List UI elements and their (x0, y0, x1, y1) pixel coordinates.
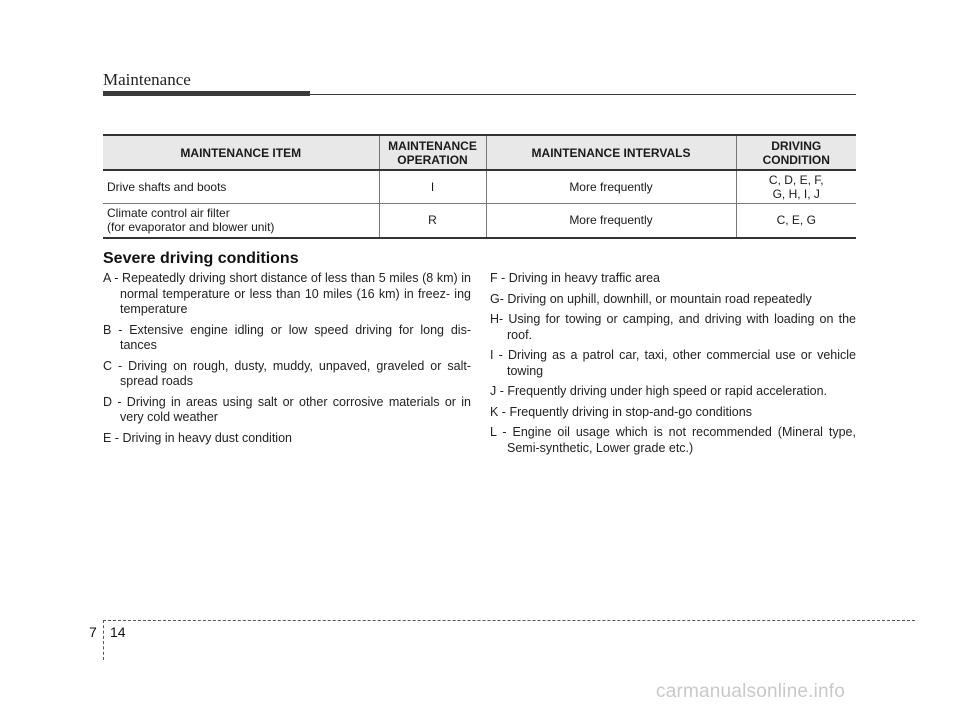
condition-item-l: L - Engine oil usage which is not recommended (Mineral type, Semi-synthetic, Lower grade etc.) (490, 425, 856, 455)
footer-vertical-rule (103, 620, 104, 660)
header-maintenance-operation: MAINTENANCE OPERATION (379, 135, 486, 170)
header-driving-condition: DRIVING CONDITION (736, 135, 856, 170)
cell-operation: R (379, 203, 486, 238)
cell-operation: I (379, 170, 486, 203)
header-maintenance-item: MAINTENANCE ITEM (103, 135, 379, 170)
condition-item-c: C - Driving on rough, dusty, muddy, unpaved, graveled or salt- spread roads (103, 358, 471, 388)
condition-item-a: A - Repeatedly driving short distance of less than 5 miles (8 km) in normal temperature or less than 10 miles (16 km) in freez- ing temperature (103, 271, 471, 316)
header-rule-thick (103, 91, 310, 96)
conditions-right-column (490, 271, 856, 461)
page-header-title: Maintenance (103, 70, 191, 89)
table-row (103, 170, 856, 203)
condition-item-j: J - Frequently driving under high speed or rapid acceleration. (490, 384, 827, 398)
conditions-left-column (103, 271, 471, 451)
condition-item-k: K - Frequently driving in stop-and-go conditions (490, 404, 752, 419)
cell-condition: C, E, G (736, 203, 856, 238)
cell-item: Drive shafts and boots (103, 170, 379, 203)
page-number: 14 (110, 624, 126, 640)
footer-rule (103, 620, 915, 621)
cell-condition: C, D, E, F, G, H, I, J (736, 170, 856, 203)
header-rule-thin (310, 94, 856, 95)
condition-item-e: E - Driving in heavy dust condition (103, 430, 292, 445)
header-maintenance-intervals: MAINTENANCE INTERVALS (486, 135, 736, 170)
cell-interval: More frequently (486, 203, 736, 238)
maintenance-table (103, 134, 856, 239)
condition-item-b: B - Extensive engine idling or low speed driving for long dis- tances (103, 322, 471, 352)
condition-item-f: F - Driving in heavy traffic area (490, 271, 660, 285)
watermark: carmanualsonline.info (656, 681, 846, 702)
cell-interval: More frequently (486, 170, 736, 203)
condition-item-i: I - Driving as a patrol car, taxi, other commercial use or vehicle towing (490, 348, 856, 378)
condition-item-d: D - Driving in areas using salt or other corrosive materials or in very cold weather (103, 394, 471, 424)
cell-item: Climate control air filter (for evaporator and blower unit) (103, 203, 379, 238)
chapter-number: 7 (89, 624, 97, 640)
condition-item-h: H- Using for towing or camping, and driving with loading on the roof. (490, 312, 856, 342)
section-title: Severe driving conditions (103, 250, 299, 267)
table-header-row (103, 135, 856, 170)
table-row (103, 203, 856, 238)
condition-item-g: G- Driving on uphill, downhill, or mountain road repeatedly (490, 291, 812, 306)
